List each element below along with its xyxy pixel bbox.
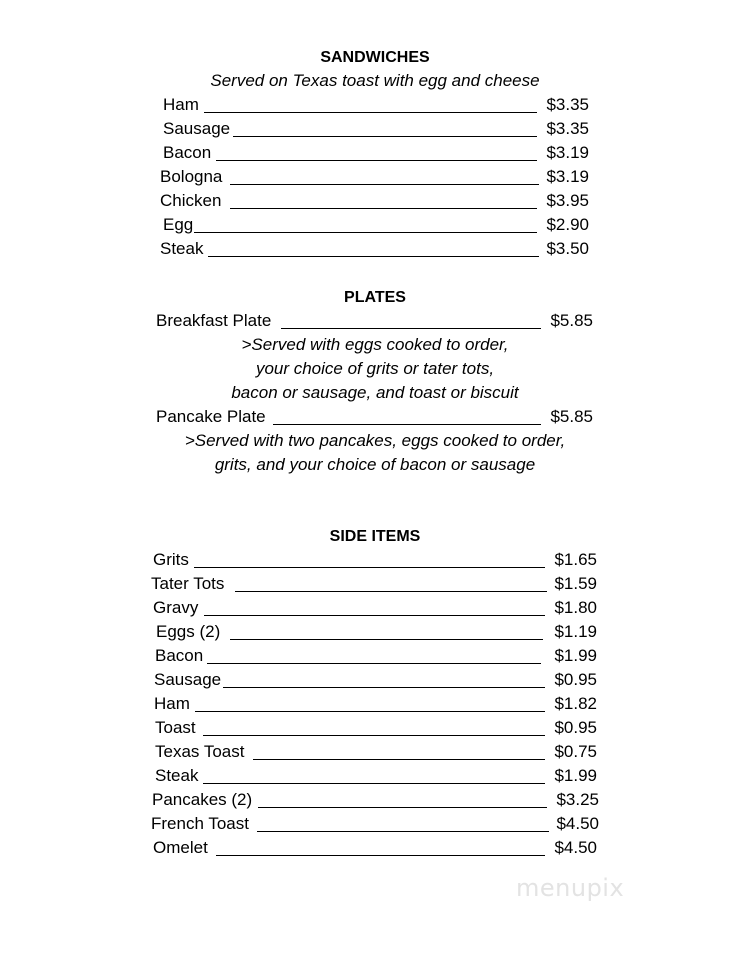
menu-row — [160, 190, 589, 212]
menu-row — [163, 142, 589, 164]
item-price: $3.50 — [546, 239, 589, 258]
item-price: $1.80 — [554, 598, 597, 617]
menu-row — [156, 406, 593, 428]
leader-line — [258, 807, 547, 808]
sandwiches-heading: SANDWICHES — [320, 49, 430, 66]
leader-line — [216, 855, 545, 856]
item-price: $1.65 — [554, 550, 597, 569]
menu-row — [163, 94, 589, 116]
item-description: grits, and your choice of bacon or sausage — [214, 455, 536, 474]
item-name: Sausage — [163, 119, 231, 138]
item-price: $1.19 — [554, 622, 597, 641]
menu-row — [160, 238, 589, 260]
item-description: your choice of grits or tater tots, — [255, 359, 495, 378]
item-price: $2.90 — [546, 215, 589, 234]
leader-line — [204, 112, 537, 113]
item-name: Grits — [153, 550, 189, 569]
item-name: Bologna — [160, 167, 223, 186]
item-price: $3.25 — [556, 790, 599, 809]
sandwiches-subtitle: Served on Texas toast with egg and cheese — [210, 71, 540, 90]
item-name: Sausage — [154, 670, 222, 689]
item-name: Texas Toast — [155, 742, 245, 761]
item-description: >Served with eggs cooked to order, — [241, 335, 509, 354]
leader-line — [208, 256, 539, 257]
item-price: $3.19 — [546, 167, 589, 186]
leader-line — [207, 663, 541, 664]
item-price: $3.95 — [546, 191, 589, 210]
item-name: Ham — [163, 95, 199, 114]
item-name: Eggs (2) — [156, 622, 221, 641]
menu-row — [163, 118, 589, 140]
menu-row — [154, 669, 597, 691]
leader-line — [195, 711, 545, 712]
item-name: Omelet — [153, 838, 208, 857]
menu-row — [151, 813, 599, 835]
item-price: $3.19 — [546, 143, 589, 162]
menu-row — [156, 310, 593, 332]
menu-row — [156, 621, 597, 643]
menu-row — [155, 741, 597, 763]
item-price: $1.59 — [554, 574, 597, 593]
leader-line — [230, 184, 539, 185]
menu-row — [155, 717, 597, 739]
item-price: $0.95 — [554, 718, 597, 737]
item-price: $5.85 — [550, 311, 593, 330]
item-description: >Served with two pancakes, eggs cooked to order, — [184, 431, 566, 450]
item-name: Steak — [160, 239, 204, 258]
leader-line — [235, 591, 547, 592]
leader-line — [273, 424, 541, 425]
item-price: $3.35 — [546, 95, 589, 114]
item-name: Chicken — [160, 191, 222, 210]
leader-line — [223, 687, 545, 688]
item-price: $1.99 — [554, 766, 597, 785]
leader-line — [230, 639, 543, 640]
leader-line — [203, 735, 545, 736]
menu-row — [153, 597, 597, 619]
item-name: Ham — [154, 694, 190, 713]
leader-line — [216, 160, 537, 161]
menu-row — [155, 645, 597, 667]
item-price: $5.85 — [550, 407, 593, 426]
item-price: $1.82 — [554, 694, 597, 713]
item-name: Tater Tots — [151, 574, 225, 593]
leader-line — [253, 759, 545, 760]
item-price: $0.75 — [554, 742, 597, 761]
item-name: Pancake Plate — [156, 407, 266, 426]
menu-row — [154, 693, 597, 715]
leader-line — [281, 328, 541, 329]
menu-row — [155, 765, 597, 787]
item-price: $0.95 — [554, 670, 597, 689]
item-price: $1.99 — [554, 646, 597, 665]
leader-line — [204, 615, 545, 616]
leader-line — [194, 567, 545, 568]
menupix-watermark: menupix — [516, 874, 625, 902]
item-name: French Toast — [151, 814, 249, 833]
item-name: Bacon — [163, 143, 212, 162]
menu-row — [152, 789, 599, 811]
menu-row — [151, 573, 597, 595]
leader-line — [233, 136, 537, 137]
item-price: $3.35 — [546, 119, 589, 138]
item-name: Pancakes (2) — [152, 790, 253, 809]
item-name: Steak — [155, 766, 199, 785]
side-items-heading: SIDE ITEMS — [329, 528, 421, 545]
menu-row — [160, 166, 589, 188]
item-description: bacon or sausage, and toast or biscuit — [231, 383, 519, 402]
item-name: Bacon — [155, 646, 204, 665]
item-name: Gravy — [153, 598, 199, 617]
leader-line — [257, 831, 549, 832]
leader-line — [230, 208, 537, 209]
item-price: $4.50 — [556, 814, 599, 833]
menu-row — [163, 214, 589, 236]
item-name: Breakfast Plate — [156, 311, 272, 330]
item-name: Toast — [155, 718, 196, 737]
leader-line — [203, 783, 545, 784]
item-price: $4.50 — [554, 838, 597, 857]
leader-line — [194, 232, 537, 233]
plates-heading: PLATES — [344, 289, 406, 306]
menu-row — [153, 549, 597, 571]
item-name: Egg — [163, 215, 194, 234]
menu-row — [153, 837, 597, 859]
